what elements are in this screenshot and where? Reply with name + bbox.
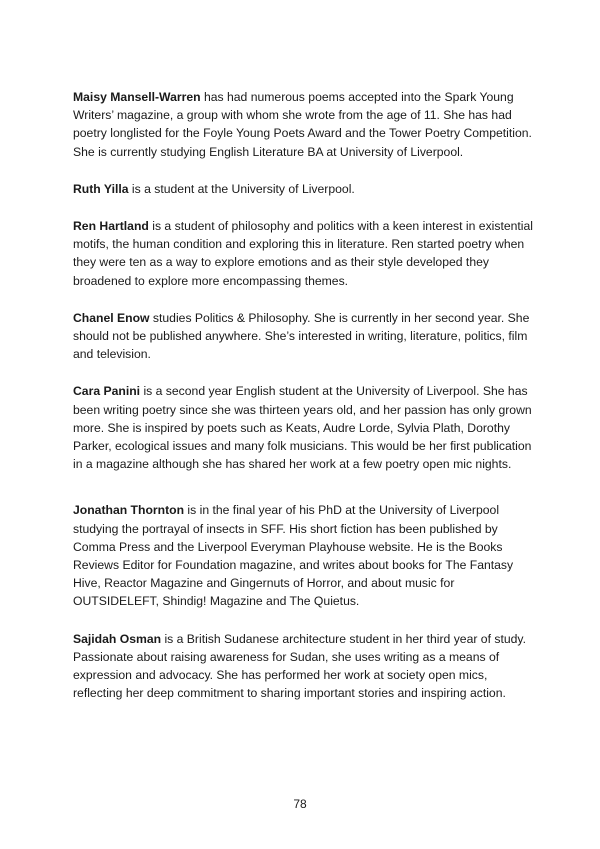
bio-text: is a student at the University of Liverpool. (128, 181, 355, 196)
contributor-name: Sajidah Osman (73, 631, 162, 646)
bio-paragraph (73, 88, 535, 161)
bio-paragraph (73, 382, 535, 473)
contributor-name: Maisy Mansell-Warren (73, 90, 201, 104)
bio-paragraph (73, 501, 535, 610)
bio-text: is a student of philosophy and politics with a keen interest in existential motifs, the human condition and exploring this in literature. Ren started poetry when they were ten as a way to explore emotions and as their style developed they broadened to explore more encompassing themes. (73, 219, 533, 288)
contributor-name: Ruth Yilla (73, 181, 129, 196)
bio-paragraph (73, 180, 535, 198)
bio-text: studies Politics & Philosophy. She is currently in her second year. She should not be published anywhere. She’s interested in writing, literature, politics, film and television. (73, 310, 530, 362)
contributor-name: Chanel Enow (73, 310, 150, 325)
contributor-bios (73, 88, 535, 721)
bio-paragraph (73, 217, 535, 290)
contributor-name: Cara Panini (73, 384, 141, 399)
bio-text: is a second year English student at the University of Liverpool. She has been writing poetry since she was thirteen years old, and her passion has only grown more. She is inspired by poets such as Keats, Audre Lorde, Sylvia Plath, Dorothy Parker, ecological issues and many folk musicians. This would be her first publication in a magazine although she has shared her work at a few poetry open mic nights. (73, 384, 532, 472)
page-number: 78 (293, 797, 307, 811)
contributor-name: Jonathan Thornton (73, 503, 185, 518)
bio-text: is a British Sudanese architecture student in her third year of study. Passionate about raising awareness for Sudan, she uses writing as a means of expression and advocacy. She has performed her work at society open mics, reflecting her deep commitment to sharing important stories and inspiring action. (73, 631, 526, 701)
contributor-name: Ren Hartland (73, 219, 149, 234)
bio-paragraph (73, 309, 535, 364)
bio-text: is in the final year of his PhD at the University of Liverpool studying the portrayal of insects in SFF. His short fiction has been published by Comma Press and the Liverpool Everyman Playhouse website. He is the Books Reviews Editor for Foundation magazine, and writes about books for The Fantasy Hive, Reactor Magazine and Gingernuts of Horror, and about music for OUTSIDELEFT, Shindig! Magazine and The Quietus. (73, 503, 514, 609)
bio-text: has had numerous poems accepted into the Spark Young Writers’ magazine, a group with whom she wrote from the age of 11. She has had poetry longlisted for the Foyle Young Poets Award and the Tower Poetry Competition. She is currently studying English Literature BA at University of Liverpool. (73, 90, 532, 159)
bio-paragraph (73, 630, 535, 703)
